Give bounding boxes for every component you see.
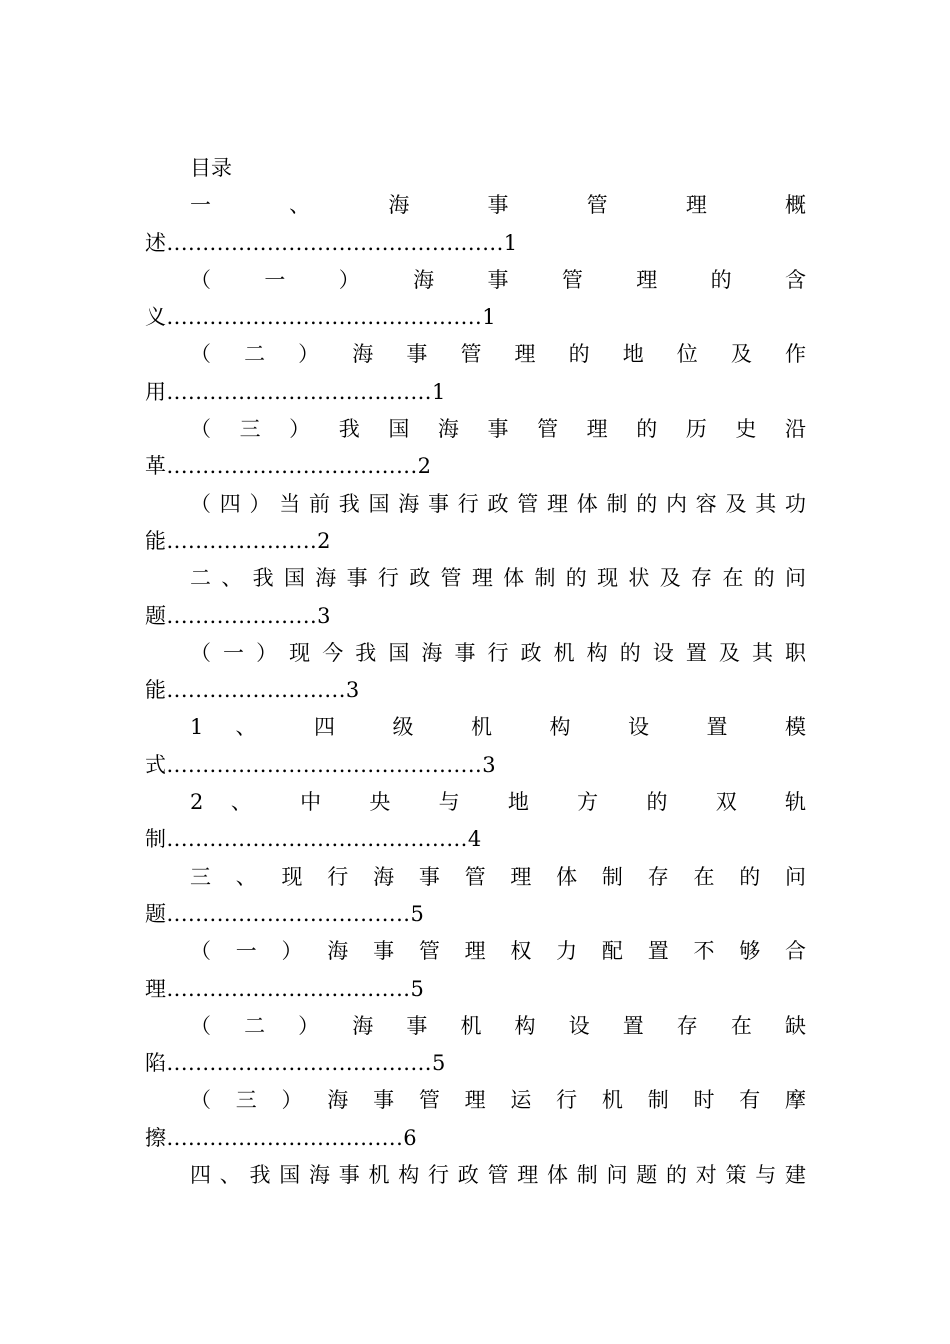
toc-entry-head: （ 三 ） 海 事 管 理 运 行 机 制 时 有 摩 [190, 1088, 806, 1113]
toc-entry-tail: 述...............................................1 [145, 230, 518, 255]
toc-entry-head: 1 、 四 级 机 构 设 置 模 [190, 715, 806, 740]
toc-entry-tail: 能.........................3 [145, 678, 360, 703]
toc-title: 目录 [190, 156, 232, 180]
toc-entry-head: （ 三 ） 我 国 海 事 管 理 的 历 史 沿 [190, 417, 806, 442]
toc-entry-tail: 义............................................1 [145, 305, 497, 330]
toc-entry-head: 二 、 我 国 海 事 行 政 管 理 体 制 的 现 状 及 存 在 的 问 [190, 566, 806, 591]
toc-entry-tail: 理..................................5 [145, 976, 425, 1001]
toc-entry-head: （ 二 ） 海 事 管 理 的 地 位 及 作 [190, 342, 806, 367]
toc-entry-head: 一 、 海 事 管 理 概 [190, 193, 806, 218]
toc-entry-tail: 擦.................................6 [145, 1125, 418, 1150]
toc-entry-head: 三 、 现 行 海 事 管 理 体 制 存 在 的 问 [190, 864, 806, 889]
toc-entry-tail: 用.....................................1 [145, 379, 446, 404]
toc-entry-tail: 式............................................3 [145, 752, 497, 777]
toc-entry-head: 2 、 中 央 与 地 方 的 双 轨 [190, 790, 806, 815]
toc-entry-tail: 革...................................2 [145, 454, 432, 479]
toc-entry-head: （ 二 ） 海 事 机 构 设 置 存 在 缺 [190, 1013, 806, 1038]
toc-entry-tail: 题..................................5 [145, 901, 425, 926]
toc-entry-head: 四 、 我 国 海 事 机 构 行 政 管 理 体 制 问 题 的 对 策 与 建 [190, 1163, 806, 1188]
toc-entry-tail: 能.....................2 [145, 528, 332, 553]
toc-entry-head: （ 一 ） 海 事 管 理 权 力 配 置 不 够 合 [190, 939, 806, 964]
table-of-contents [145, 150, 806, 1194]
toc-entry-tail: 陷.....................................5 [145, 1051, 446, 1076]
toc-entry-head: （ 一 ） 海 事 管 理 的 含 [190, 267, 806, 292]
toc-entry-tail: 制..........................................4 [145, 827, 482, 852]
toc-entry-head: （ 一 ） 现 今 我 国 海 事 行 政 机 构 的 设 置 及 其 职 [190, 640, 806, 665]
toc-entry-tail: 题.....................3 [145, 603, 332, 628]
toc-entry-head: （ 四 ） 当 前 我 国 海 事 行 政 管 理 体 制 的 内 容 及 其 功 [190, 491, 806, 516]
